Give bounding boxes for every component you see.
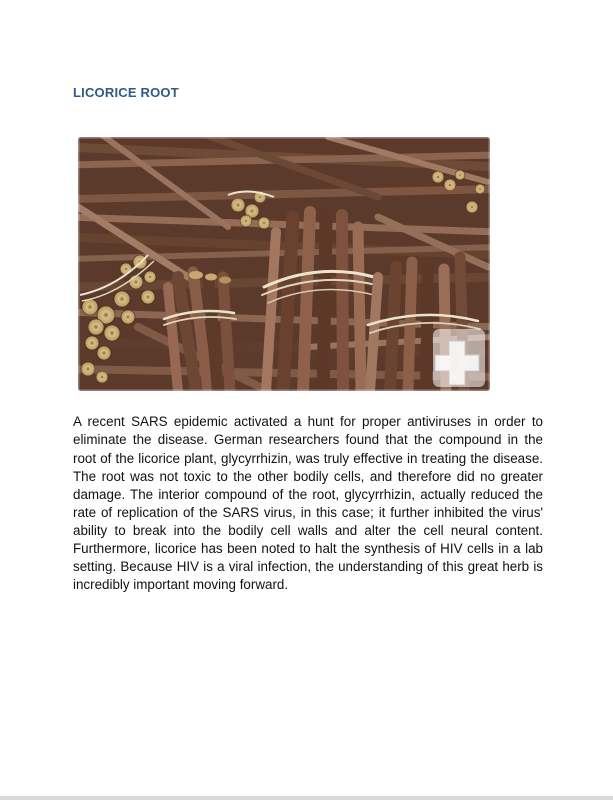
page-bottom-edge	[0, 796, 613, 800]
medical-cross-icon	[433, 329, 485, 387]
licorice-root-photo	[78, 137, 490, 391]
section-heading: LICORICE ROOT	[73, 85, 179, 100]
body-paragraph: A recent SARS epidemic activated a hunt for proper antiviruses in order to eliminate the disease. German researchers found that the compound in the root of the licorice plant, glycyrrhizin, was truly effective in treating the disease. The root was not toxic to the other bodily cells, and therefore did no greater damage. The interior compound of the root, glycyrrhizin, actually reduced the rate of replication of the SARS virus, in this case; it further inhibited the virus' ability to break into the bodily cell walls and alter the cell neural content. Furthermore, licorice has been noted to halt the synthesis of HIV cells in a lab setting. Because HIV is a viral infection, the understanding of this great herb is incredibly important moving forward.	[73, 414, 543, 593]
